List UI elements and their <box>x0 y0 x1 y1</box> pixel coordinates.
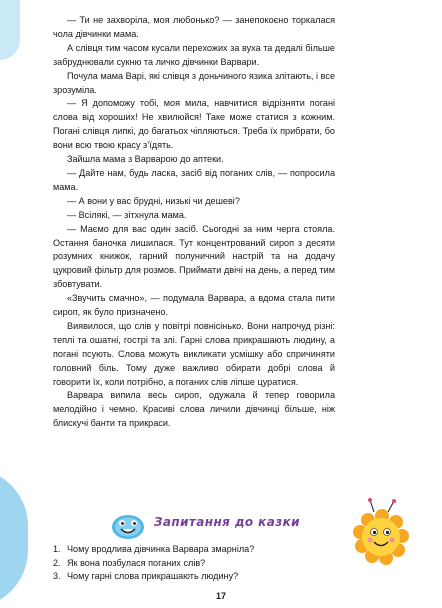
section-title: Запитання до казки <box>154 515 300 529</box>
questions-list <box>53 543 343 584</box>
question-number: 2. <box>53 557 61 568</box>
paragraph: — Ти не захворіла, моя любонько? — занепокоєно торкалася чола дівчинки мама. <box>53 15 335 39</box>
question-text: Чому гарні слова прикрашають людину? <box>67 571 239 582</box>
paragraph: — А вони у вас брудні, низькі чи дешеві? <box>67 195 240 206</box>
question-text: Чому вродлива дівчинка Варвара змарніла? <box>67 544 255 554</box>
paragraph: Варвара випила весь сироп, одужала й тепер говорила мелодійно і чемно. Красиві слова личили дівчинці більше, ніж блискучі банти та прикраси. <box>53 390 335 429</box>
question-number: 1. <box>53 544 61 554</box>
question-text: Як вона позбулася поганих слів? <box>67 557 206 568</box>
paragraph: Зайшла мама з Варварою до аптеки. <box>67 154 224 165</box>
list-item <box>53 570 343 584</box>
page-number: 17 <box>215 591 226 601</box>
paragraph: — Я допоможу тобі, моя мила, навчитися відрізняти погані слова від хороших! Не хвилюйся! Таке може статися з кожним. Погані слівця липкі, до багатьох чіпляються. Треба їх прибрати, бо вони всю твою красу з’їдять. <box>53 98 335 151</box>
paragraph: Почула мама Варі, які слівця з доньчиного язика злітають, і все зрозуміла. <box>53 70 335 95</box>
paragraph: — Всілякі, — зітхнула мама. <box>67 209 187 220</box>
decorative-blob-left <box>0 468 28 608</box>
list-item <box>53 557 343 571</box>
smiley-blue-face-icon <box>108 510 148 540</box>
paragraph: А слівця тим часом кусали перехожих за вуха та дедалі більше забруднювали сукню та личко дівчинки Варвари. <box>53 42 335 67</box>
list-item <box>53 543 343 557</box>
question-number: 3. <box>53 571 61 582</box>
story-text <box>53 14 335 431</box>
decorative-blob-top <box>0 0 20 60</box>
paragraph: Виявилося, що слів у повітрі повнісінько. Вони напрочуд різні: теплі та ошатні, гострі та злі. Гарні слова прикрашають людину, а погані псують. Слова можуть викликати усмішку або спричиняти головний біль. Тому дуже важливо обирати добрі слова й говорити їх, коли потрібно, а поганих слів ліпше цуратися. <box>53 320 335 387</box>
paragraph: — Дайте нам, будь ласка, засіб від поганих слів, — попросила мама. <box>53 167 335 192</box>
paragraph: «Звучить смачно», — подумала Варвара, а вдома стала пити сироп, як було призначено. <box>53 293 335 318</box>
sun-face-icon <box>352 498 414 584</box>
paragraph: — Маємо для вас один засіб. Сьогодні за ним черга стояла. Остання баночка лишилася. Тут концентрований сироп з десяти розумних книжок, гарний полуничний настрій та на додачу цукровий фільтр для розмов. Приймати двічі на день, а перед тим збовтувати. <box>53 223 335 290</box>
questions-section-header <box>104 510 394 540</box>
